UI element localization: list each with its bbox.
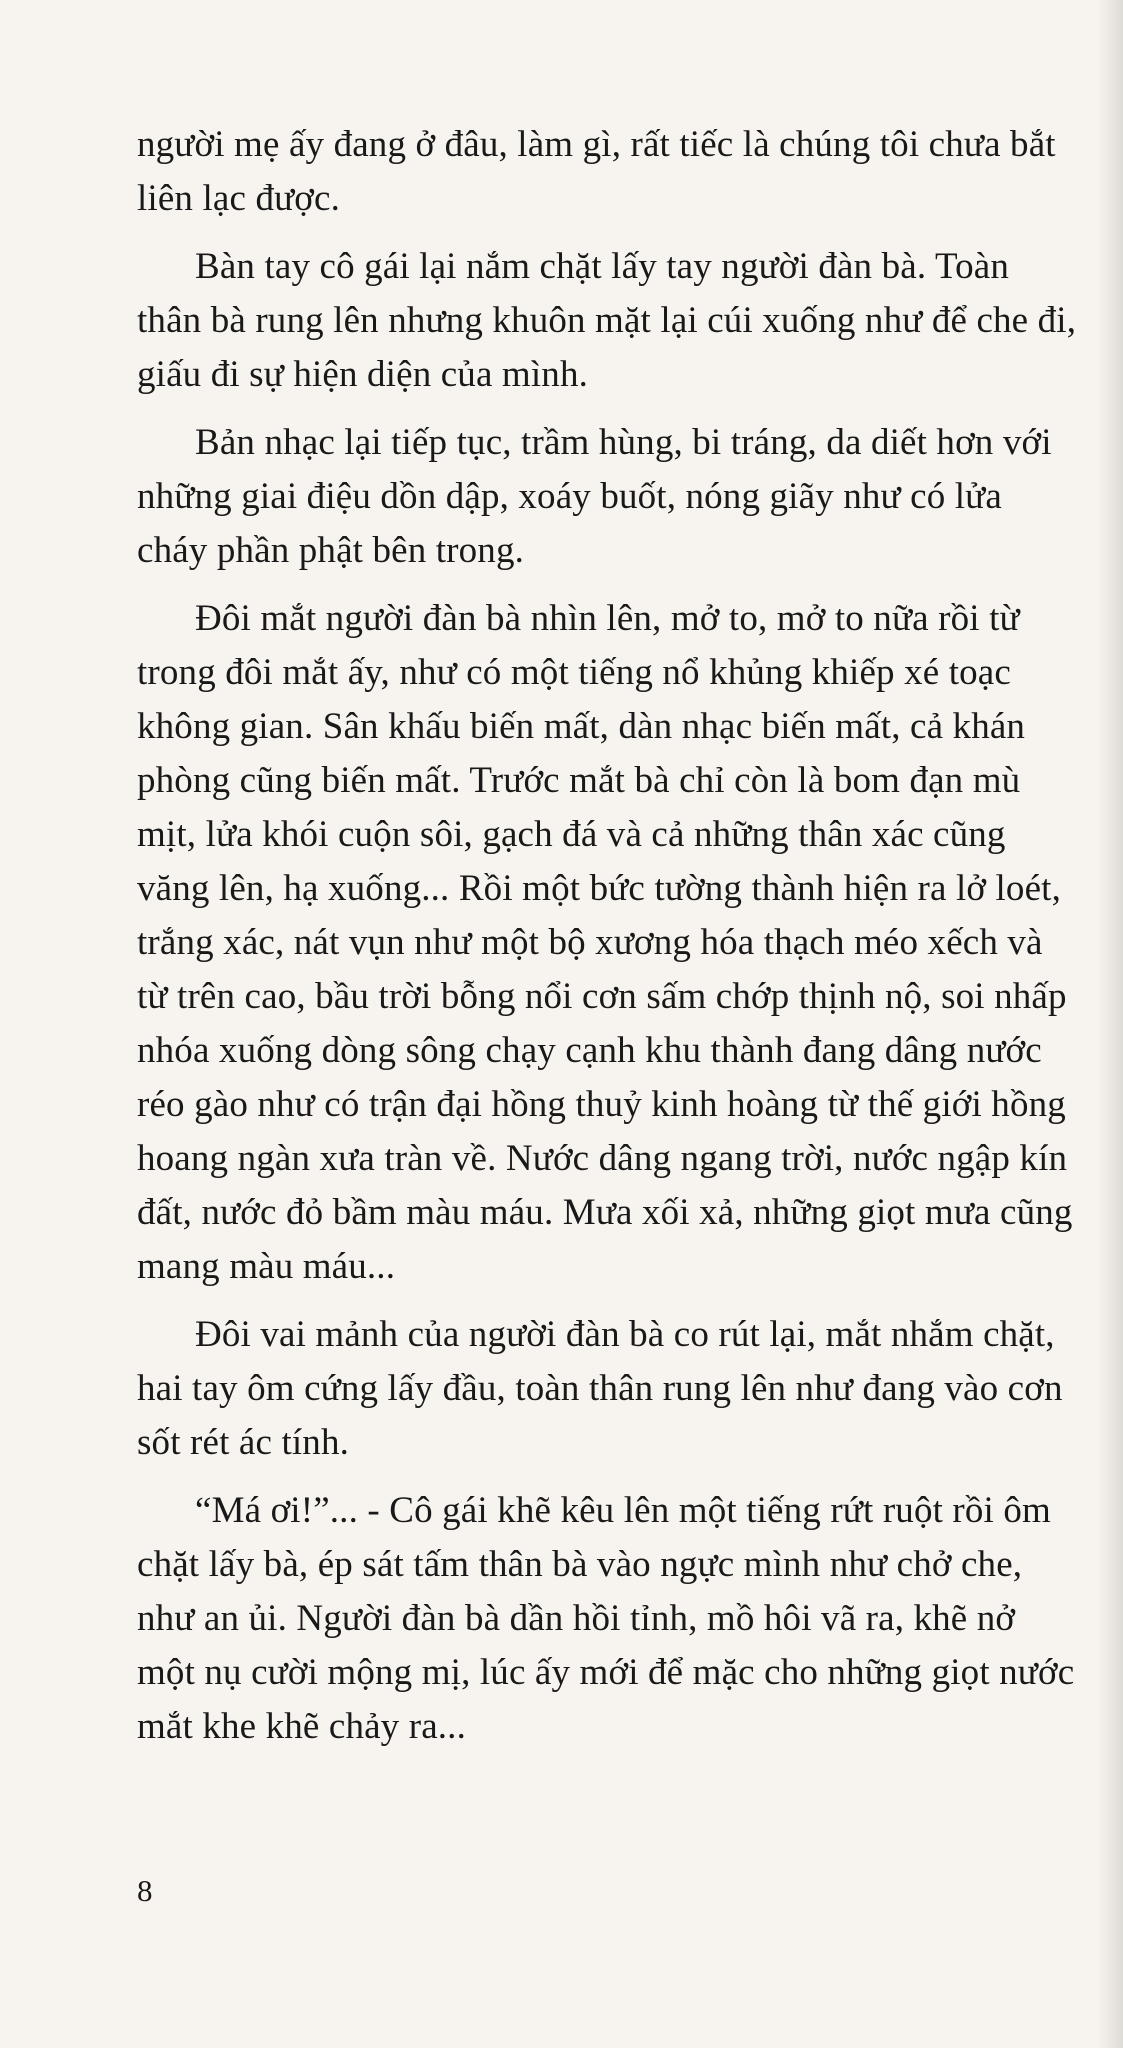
page-edge-shadow [1097,0,1123,2048]
body-text [137,118,1081,1768]
paragraph-vision: Đôi mắt người đàn bà nhìn lên, mở to, mở to nữa rồi từ trong đôi mắt ấy, như có một tiếng nổ khủng khiếp xé toạc không gian. Sân khấu biến mất, dàn nhạc biến mất, cả khán phòng cũng biến mất. Trước mắt bà chỉ còn là bom đạn mù mịt, lửa khói cuộn sôi, gạch đá và cả những thân xác cũng văng lên, hạ xuống... Rồi một bức tường thành hiện ra lở loét, trắng xác, nát vụn như một bộ xương hóa thạch méo xếch và từ trên cao, bầu trời bỗng nổi cơn sấm chớp thịnh nộ, soi nhấp nhóa xuống dòng sông chạy cạnh khu thành đang dâng nước réo gào như có trận đại hồng thuỷ kinh hoàng từ thế giới hồng hoang ngàn xưa tràn về. Nước dâng ngang trời, nước ngập kín đất, nước đỏ bầm màu máu. Mưa xối xả, những giọt mưa cũng mang màu máu... [137,598,1073,1287]
paragraph-embrace: “Má ơi!”... - Cô gái khẽ kêu lên một tiếng rứt ruột rồi ôm chặt lấy bà, ép sát tấm thân bà vào ngực mình như chở che, như an ủi. Người đàn bà dần hồi tỉnh, mồ hôi vã ra, khẽ nở một nụ cười mộng mị, lúc ấy mới để mặc cho những giọt nước mắt khe khẽ chảy ra... [137,1490,1075,1747]
paragraph-music: Bản nhạc lại tiếp tục, trầm hùng, bi tráng, da diết hơn với những giai điệu dồn dập, xoáy buốt, nóng giãy như có lửa cháy phần phật bên trong. [137,422,1052,571]
paragraph-continuation: người mẹ ấy đang ở đâu, làm gì, rất tiếc là chúng tôi chưa bắt liên lạc được. [137,124,1056,219]
page-number: 8 [137,1873,153,1908]
paragraph-shoulders: Đôi vai mảnh của người đàn bà co rút lại, mắt nhắm chặt, hai tay ôm cứng lấy đầu, toàn thân rung lên như đang vào cơn sốt rét ác tính. [137,1314,1063,1463]
paragraph-hand-grip: Bàn tay cô gái lại nắm chặt lấy tay người đàn bà. Toàn thân bà rung lên nhưng khuôn mặt lại cúi xuống như để che đi, giấu đi sự hiện diện của mình. [137,246,1077,395]
